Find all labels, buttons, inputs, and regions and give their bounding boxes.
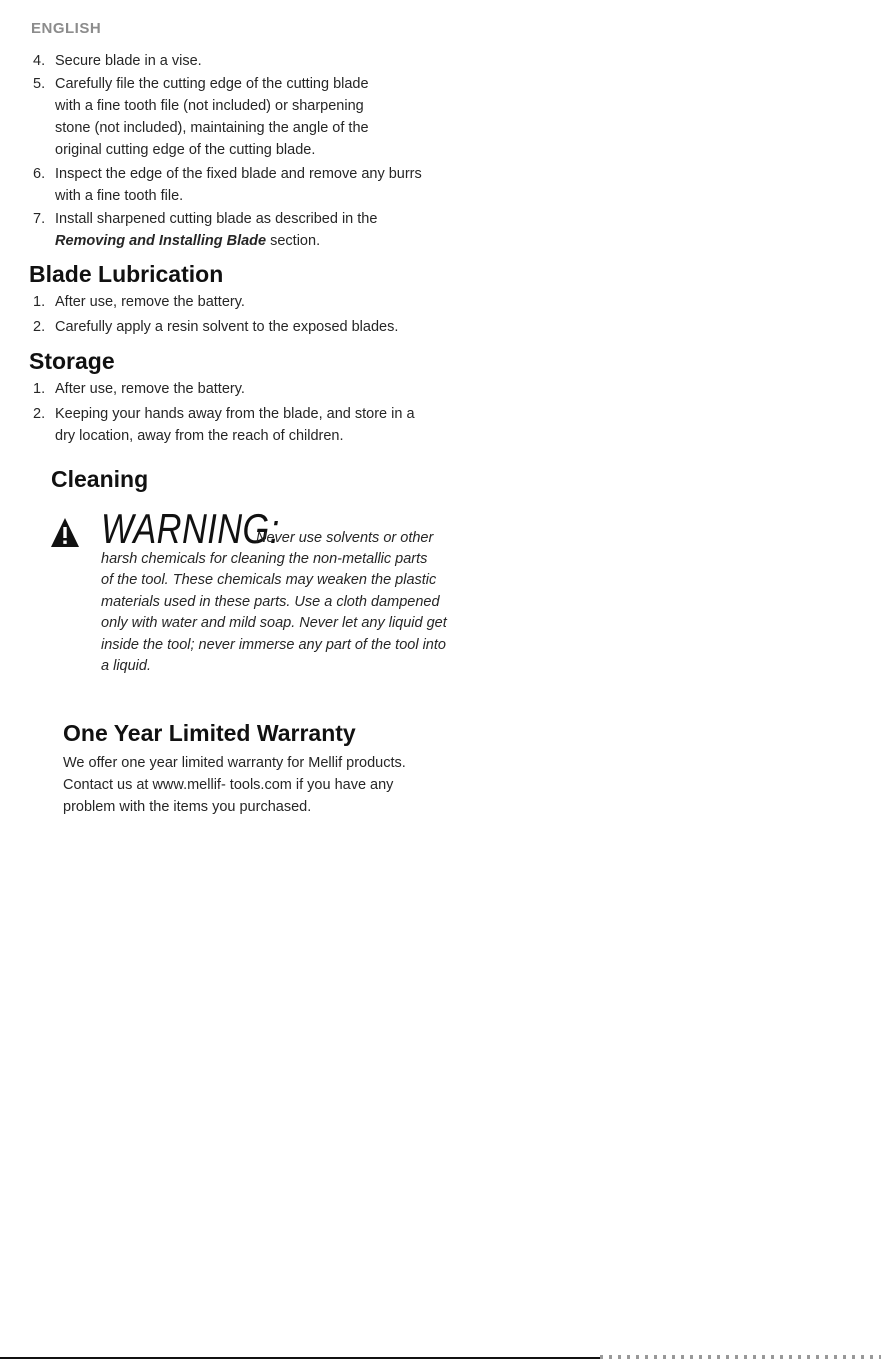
warranty-heading: One Year Limited Warranty [63,720,356,746]
footer-rule [0,1357,600,1359]
step-text: with a fine tooth file. [55,188,184,204]
warning-text: a liquid. [101,658,151,674]
step-number: 5. [33,76,46,92]
step-number: 6. [33,166,46,182]
step-text: section. [266,233,321,249]
language-label: ENGLISH [31,20,102,37]
step-text: After use, remove the battery. [55,381,245,397]
warranty-line: Contact us at www.mellif- tools.com if you have any [63,777,394,793]
warranty-line: We offer one year limited warranty for Mellif products. [63,755,406,771]
step-text: Carefully apply a resin solvent to the exposed blades. [55,319,399,335]
storage-steps [33,378,453,448]
warranty-line: problem with the items you purchased. [63,799,312,815]
warning-text: inside the tool; never immerse any part of the tool into [101,637,446,653]
step-number: 7. [33,211,46,227]
lubrication-steps [33,291,453,341]
step-text: original cutting edge of the cutting blade. [55,142,316,158]
step-text: Secure blade in a vise. [55,53,202,69]
step-number: 2. [33,319,46,335]
warning-text: only with water and mild soap. Never let any liquid get [101,615,447,631]
warranty-text [63,752,443,818]
step-text: After use, remove the battery. [55,294,245,310]
warning-label: WARNING: [101,505,280,552]
step-text: with a fine tooth file (not included) or sharpening [55,98,364,114]
warning-text: of the tool. These chemicals may weaken the plastic [101,572,437,588]
footer-texture [600,1355,881,1359]
step-number: 1. [33,381,46,397]
step-text: Install sharpened cutting blade as described in the [55,211,378,227]
step-number: 4. [33,53,46,69]
sharpening-steps [33,50,453,255]
warning-text: Never use solvents or other [256,530,434,546]
cleaning-heading: Cleaning [51,466,149,492]
lubrication-heading: Blade Lubrication [29,261,224,287]
step-text: dry location, away from the reach of children. [55,428,344,444]
warning-text: harsh chemicals for cleaning the non-metallic parts [101,551,428,567]
step-text: Carefully file the cutting edge of the cutting blade [55,76,369,92]
storage-heading: Storage [29,348,115,374]
section-reference: Removing and Installing Blade [55,233,267,249]
step-text: Keeping your hands away from the blade, and store in a [55,406,415,422]
step-text: stone (not included), maintaining the angle of the [55,120,369,136]
step-number: 2. [33,406,46,422]
warning-text: materials used in these parts. Use a cloth dampened [101,594,440,610]
step-text: Inspect the edge of the fixed blade and remove any burrs [55,166,422,182]
warning-triangle-icon [50,517,80,549]
step-number: 1. [33,294,46,310]
